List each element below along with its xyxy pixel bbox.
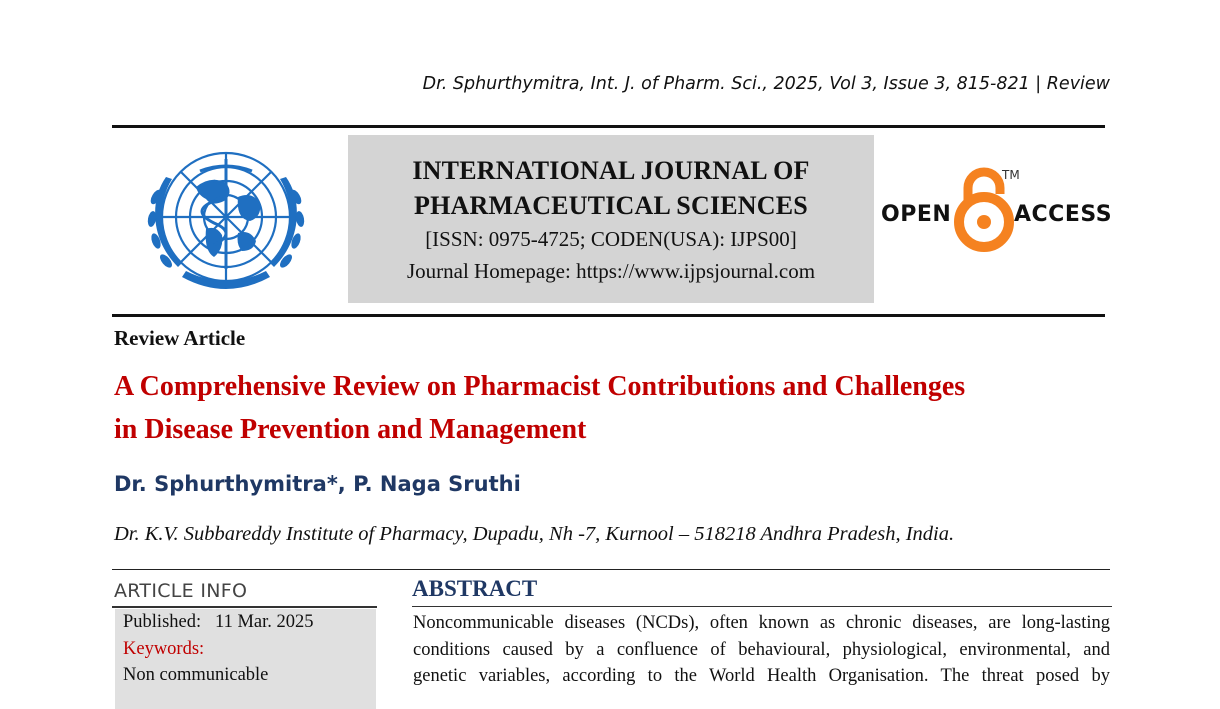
- un-emblem-icon: [126, 137, 326, 307]
- journal-issn: [ISSN: 0975-4725; CODEN(USA): IJPS00]: [425, 227, 797, 251]
- abstract-line: conditions caused by a confluence of behavioural, physiological, environmental, and: [413, 639, 1110, 660]
- running-header: Dr. Sphurthymitra, Int. J. of Pharm. Sci., 2025, Vol 3, Issue 3, 815-821 | Review: [422, 74, 1110, 94]
- abstract-heading: ABSTRACT: [412, 576, 538, 601]
- article-title-line: in Disease Prevention and Management: [114, 414, 587, 445]
- article-title-line: A Comprehensive Review on Pharmacist Contributions and Challenges: [114, 371, 966, 402]
- author-affiliation: Dr. K.V. Subbareddy Institute of Pharmacy, Dupadu, Nh -7, Kurnool – 518218 Andhra Pradesh, India.: [114, 523, 955, 545]
- journal-title-line: INTERNATIONAL JOURNAL OF: [412, 156, 810, 185]
- published-line: [123, 612, 314, 633]
- journal-title-line: PHARMACEUTICAL SCIENCES: [414, 191, 808, 220]
- abstract-line: Noncommunicable diseases (NCDs), often known as chronic diseases, are long-lasting: [413, 613, 1110, 633]
- open-access-open-text: OPEN: [881, 202, 952, 227]
- author-list: Dr. Sphurthymitra*, P. Naga Sruthi: [114, 472, 521, 496]
- open-access-access-text: ACCESS: [1014, 202, 1113, 227]
- section-divider: [112, 569, 1110, 570]
- trademark-symbol: TM: [1002, 168, 1020, 182]
- article-title: [114, 365, 1114, 451]
- article-type: Review Article: [114, 326, 246, 350]
- journal-title: [348, 153, 874, 223]
- open-access-logo: [878, 160, 1113, 255]
- journal-homepage: Journal Homepage: https://www.ijpsjournal.com: [406, 259, 816, 283]
- article-info-box: [115, 609, 376, 709]
- header-rule-bottom: [112, 314, 1105, 317]
- article-info-rule: [112, 606, 377, 608]
- abstract-line: genetic variables, according to the World Health Organisation. The threat posed by: [413, 666, 1110, 686]
- published-date: 11 Mar. 2025: [215, 612, 314, 632]
- published-label: Published:: [123, 612, 202, 632]
- keyword-item: Non communicable: [123, 665, 269, 685]
- header-rule-top: [112, 125, 1105, 128]
- abstract-rule: [412, 606, 1112, 607]
- abstract-body: [413, 610, 1110, 690]
- journal-masthead: [348, 135, 874, 303]
- keywords-label: Keywords:: [123, 639, 205, 659]
- article-info-heading: ARTICLE INFO: [114, 580, 248, 602]
